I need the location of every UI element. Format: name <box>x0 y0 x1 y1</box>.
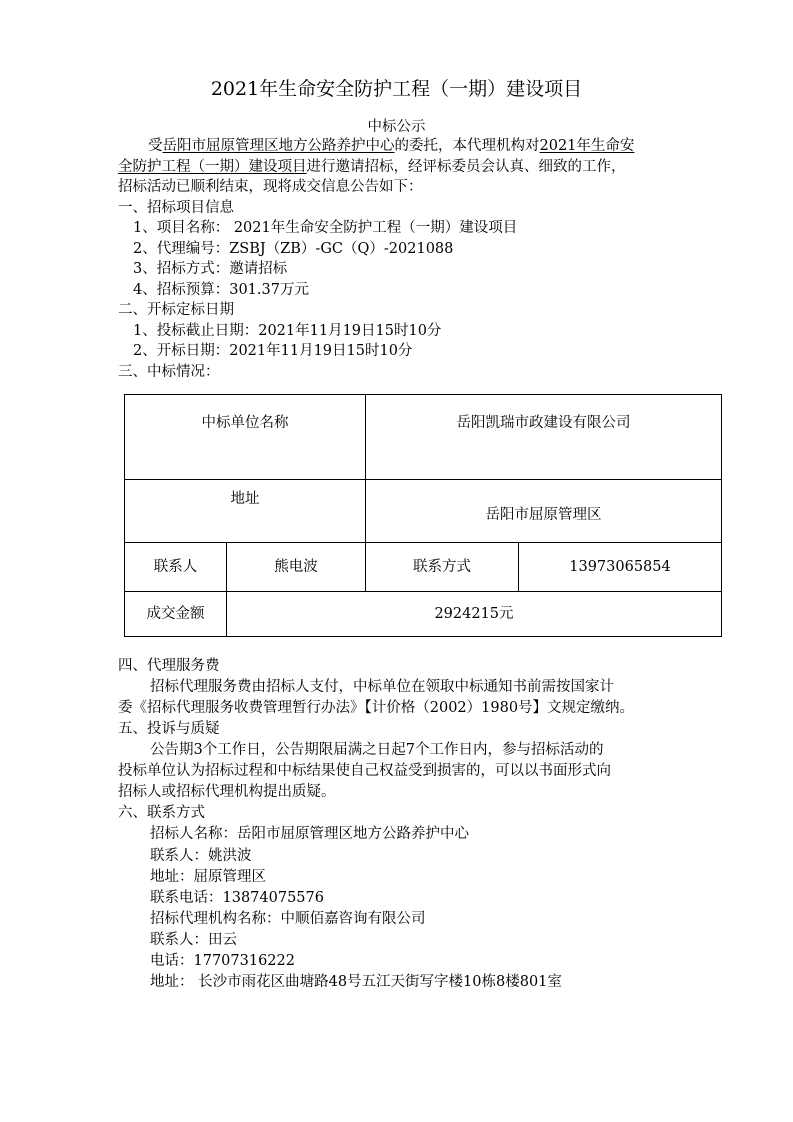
address-label-cell: 地址 <box>125 480 366 543</box>
tenderer-address: 地址：屈原管理区 <box>150 869 266 885</box>
agency-address: 地址： 长沙市雨花区曲塘路48号五江天街写字楼10栋8楼801室 <box>150 974 562 990</box>
complaints-line-3: 招标人或招标代理机构提出质疑。 <box>118 784 336 800</box>
winner-value-cell: 岳阳凯瑞市政建设有限公司 <box>366 395 722 480</box>
project-name-underlined-2: 全防护工程（一期）建设项目 <box>118 159 307 175</box>
award-table <box>124 394 722 637</box>
agency-fee-line-2: 委《招标代理服务收费管理暂行办法》【计价格（2002）1980号】文规定缴纳。 <box>118 700 635 716</box>
winner-label-cell: 中标单位名称 <box>125 395 366 480</box>
table-row <box>125 543 722 592</box>
tender-method-item: 3、招标方式：邀请招标 <box>133 261 288 277</box>
tenderer-contact: 联系人：姚洪波 <box>150 848 252 864</box>
agency-name: 招标代理机构名称：中顺佰嘉咨询有限公司 <box>150 911 426 927</box>
section-heading-award: 三、中标情况： <box>118 364 220 380</box>
address-value-cell: 岳阳市屈原管理区 <box>366 480 722 543</box>
tender-budget-item: 4、招标预算：301.37万元 <box>133 282 309 298</box>
intro-line-2: 全防护工程（一期）建设项目进行邀请招标，经评标委员会认真、细致的工作， <box>118 159 626 175</box>
intro-line-1: 受岳阳市屈原管理区地方公路养护中心的委托，本代理机构对2021年生命安 <box>148 138 635 154</box>
table-row <box>125 395 722 480</box>
document-title: 2021年生命安全防护工程（一期）建设项目 <box>210 78 583 100</box>
intro-line-3: 招标活动已顺利结束，现将成交信息公告如下： <box>118 179 423 195</box>
tenderer-name: 招标人名称：岳阳市屈原管理区地方公路养护中心 <box>150 826 469 842</box>
bid-opening-item: 2、开标日期：2021年11月19日15时10分 <box>133 343 413 359</box>
agency-phone: 电话：17707316222 <box>150 953 295 969</box>
section-heading-dates: 二、开标定标日期 <box>118 302 234 318</box>
phone-value-cell: 13973065854 <box>519 543 722 592</box>
section-heading-complaints: 五、投诉与质疑 <box>118 721 220 737</box>
table-row <box>125 592 722 637</box>
contact-label-cell: 联系人 <box>125 543 227 592</box>
complaints-line-2: 投标单位认为招标过程和中标结果使自己权益受到损害的，可以以书面形式向 <box>118 763 611 779</box>
document-subtitle: 中标公示 <box>367 119 426 135</box>
bid-deadline-item: 1、投标截止日期：2021年11月19日15时10分 <box>133 323 442 339</box>
complaints-line-1: 公告期3个工作日，公告期限届满之日起7个工作日内，参与招标活动的 <box>150 742 604 758</box>
section-heading-contacts: 六、联系方式 <box>118 805 205 821</box>
table-row <box>125 480 722 543</box>
section-heading-agency-fee: 四、代理服务费 <box>118 658 220 674</box>
tenderer-phone: 联系电话：13874075576 <box>150 890 324 906</box>
project-name-underlined-1: 2021年生命安 <box>539 138 635 154</box>
client-name-underlined: 岳阳市屈原管理区地方公路养护中心 <box>162 138 395 154</box>
phone-label-cell: 联系方式 <box>366 543 519 592</box>
section-heading-project-info: 一、招标项目信息 <box>118 200 234 216</box>
amount-value-cell: 2924215元 <box>227 592 722 637</box>
project-name-item: 1、项目名称： 2021年生命安全防护工程（一期）建设项目 <box>133 220 518 236</box>
amount-label-cell: 成交金额 <box>125 592 227 637</box>
agency-code-item: 2、代理编号：ZSBJ（ZB）-GC（Q）-2021088 <box>133 241 454 257</box>
agency-contact: 联系人：田云 <box>150 932 237 948</box>
agency-fee-line-1: 招标代理服务费由招标人支付，中标单位在领取中标通知书前需按国家计 <box>150 679 614 695</box>
contact-value-cell: 熊电波 <box>227 543 366 592</box>
